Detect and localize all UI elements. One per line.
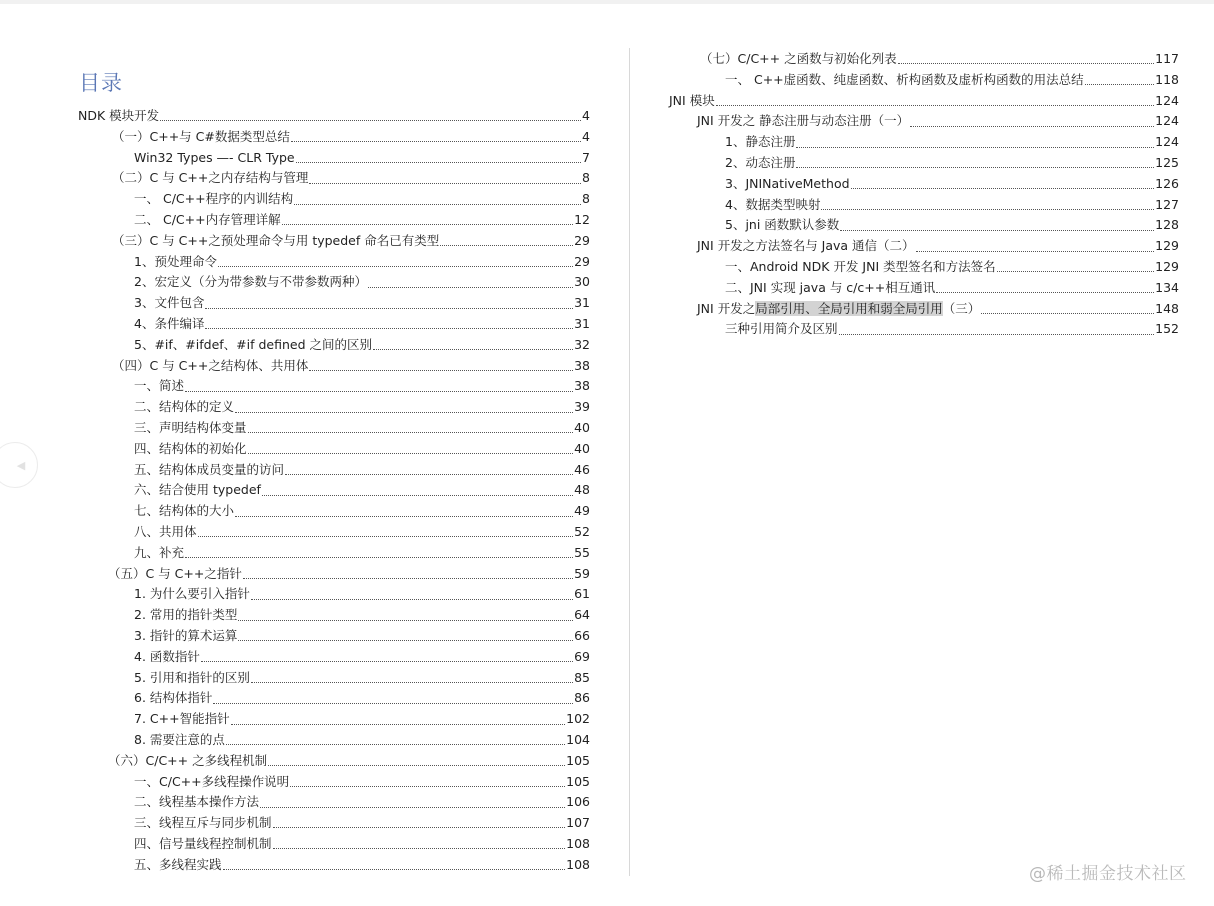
toc-entry[interactable] [78, 501, 590, 522]
toc-entry-title: 三、线程互斥与同步机制 [134, 813, 272, 834]
dot-leader [235, 411, 573, 413]
toc-entry-page-number: 30 [574, 274, 590, 290]
toc-entry-title: 五、多线程实践 [134, 855, 222, 876]
toc-entry-title: 5、#if、#ifdef、#if defined 之间的区别 [134, 335, 372, 356]
dot-leader [235, 515, 573, 517]
toc-entry-page-number: 29 [574, 253, 590, 269]
toc-entry-title: （一）C++与 C#数据类型总结 [112, 127, 290, 148]
dot-leader [296, 161, 581, 163]
toc-entry[interactable] [78, 127, 590, 148]
toc-entry-title: 七、结构体的大小 [134, 501, 234, 522]
toc-entry[interactable] [78, 688, 590, 709]
toc-entry[interactable] [78, 252, 590, 273]
toc-entry[interactable] [78, 605, 590, 626]
dot-leader [262, 494, 573, 496]
dot-leader [898, 62, 1155, 64]
chevron-left-icon: ◀ [16, 458, 26, 472]
toc-entry-page-number: 152 [1155, 321, 1179, 337]
dot-leader [910, 125, 1154, 127]
dot-leader [309, 182, 581, 184]
text-selection-highlight: 局部引用、全局引用和弱全局引用 [755, 300, 943, 316]
toc-entry-title: 6. 结构体指针 [134, 688, 212, 709]
dot-leader [205, 327, 573, 329]
toc-entry-title: 三、声明结构体变量 [134, 418, 247, 439]
dot-leader [997, 270, 1155, 272]
toc-entry-page-number: 69 [574, 648, 590, 664]
toc-entry-page-number: 108 [566, 835, 590, 851]
dot-leader [273, 826, 566, 828]
toc-entry-title: 二、结构体的定义 [134, 397, 234, 418]
toc-entry-page-number: 128 [1155, 217, 1179, 233]
dot-leader [226, 743, 565, 745]
toc-entry-title: 5. 引用和指针的区别 [134, 668, 250, 689]
toc-entry-title: 六、结合使用 typedef [134, 480, 261, 501]
toc-entry-page-number: 38 [574, 378, 590, 394]
toc-entry[interactable] [78, 792, 590, 813]
toc-entry-page-number: 126 [1155, 175, 1179, 191]
dot-leader [260, 806, 565, 808]
dot-leader [796, 146, 1154, 148]
toc-entry-title: 4、数据类型映射 [725, 195, 820, 216]
toc-entry-page-number: 39 [574, 399, 590, 415]
toc-entry-title: （四）C 与 C++之结构体、共用体 [112, 356, 308, 377]
toc-entry-title: 1、静态注册 [725, 132, 795, 153]
toc-entry-page-number: 148 [1155, 300, 1179, 316]
toc-entry[interactable] [78, 584, 590, 605]
toc-entry-title: 5、jni 函数默认参数 [725, 215, 839, 236]
toc-entry[interactable] [669, 236, 1179, 257]
toc-entry[interactable] [78, 189, 590, 210]
toc-entry[interactable] [78, 168, 590, 189]
toc-entry-title: Win32 Types —- CLR Type [134, 148, 295, 169]
toc-entry[interactable] [78, 210, 590, 231]
toc-entry-page-number: 117 [1155, 51, 1179, 66]
toc-entry[interactable] [78, 356, 590, 377]
toc-entry[interactable] [669, 174, 1179, 195]
toc-entry-title: 一、Android NDK 开发 JNI 类型签名和方法签名 [725, 257, 996, 278]
dot-leader [716, 104, 1154, 106]
toc-entry-page-number: 86 [574, 690, 590, 706]
toc-entry-title: 二、线程基本操作方法 [134, 792, 259, 813]
toc-entry[interactable] [78, 564, 590, 585]
dot-leader [248, 431, 574, 433]
page-divider [629, 48, 630, 876]
toc-entry[interactable] [669, 91, 1179, 112]
toc-entry-page-number: 64 [574, 607, 590, 623]
dot-leader [243, 577, 573, 579]
toc-left-column [78, 106, 590, 875]
toc-entry-page-number: 7 [582, 149, 590, 165]
toc-entry-page-number: 129 [1155, 238, 1179, 254]
toc-entry-title: 2、宏定义（分为带参数与不带参数两种） [134, 272, 367, 293]
toc-entry-page-number: 52 [574, 523, 590, 539]
dot-leader [981, 312, 1154, 314]
dot-leader [936, 291, 1154, 293]
dot-leader [251, 681, 573, 683]
toc-entry-title: 1、预处理命令 [134, 252, 217, 273]
toc-entry-page-number: 129 [1155, 258, 1179, 274]
toc-entry-page-number: 32 [574, 336, 590, 352]
toc-entry-page-number: 102 [566, 711, 590, 727]
toc-entry-title: 3、JNINativeMethod [725, 174, 850, 195]
toc-entry-title: 九、补充 [134, 543, 184, 564]
toc-entry[interactable] [78, 397, 590, 418]
toc-entry[interactable] [669, 153, 1179, 174]
toc-entry[interactable] [78, 709, 590, 730]
dot-leader [309, 369, 573, 371]
toc-entry-page-number: 125 [1155, 154, 1179, 170]
toc-entry-title: 7. C++智能指针 [134, 709, 230, 730]
toc-entry-page-number: 4 [582, 108, 590, 123]
toc-entry-page-number: 8 [582, 170, 590, 186]
toc-entry-page-number: 107 [566, 815, 590, 831]
dot-leader [840, 229, 1154, 231]
toc-entry-page-number: 31 [574, 295, 590, 311]
dot-leader [231, 723, 566, 725]
toc-entry-title: JNI 开发之 静态注册与动态注册（一） [697, 111, 909, 132]
toc-entry-page-number: 4 [582, 128, 590, 144]
dot-leader [251, 598, 573, 600]
toc-entry-title: 一、 C++虚函数、纯虚函数、析构函数及虚析构函数的用法总结 [725, 70, 1084, 91]
toc-entry[interactable] [669, 70, 1179, 91]
toc-entry[interactable] [78, 522, 590, 543]
toc-entry-title: 1. 为什么要引入指针 [134, 584, 250, 605]
dot-leader [238, 639, 573, 641]
toc-entry-title: NDK 模块开发 [78, 106, 159, 127]
toc-entry-page-number: 61 [574, 586, 590, 602]
toc-entry[interactable] [78, 730, 590, 751]
toc-entry-page-number: 59 [574, 565, 590, 581]
toc-entry-page-number: 40 [574, 419, 590, 435]
toc-entry-title: 二、 C/C++内存管理详解 [134, 210, 281, 231]
toc-entry[interactable] [78, 335, 590, 356]
toc-right-column [669, 49, 1179, 340]
toc-entry[interactable] [78, 626, 590, 647]
toc-entry-title: 五、结构体成员变量的访问 [134, 460, 284, 481]
toc-entry-page-number: 105 [566, 773, 590, 789]
toc-entry[interactable] [78, 106, 590, 127]
dot-leader [839, 333, 1155, 335]
toc-entry[interactable] [78, 813, 590, 834]
toc-entry-page-number: 31 [574, 315, 590, 331]
toc-entry-title: JNI 模块 [669, 91, 715, 112]
toc-entry[interactable] [669, 49, 1179, 70]
dot-leader [373, 348, 573, 350]
toc-entry[interactable] [669, 299, 1179, 320]
toc-entry-title: （三）C 与 C++之预处理命令与用 typedef 命名已有类型 [112, 231, 439, 252]
toc-entry-title: （五）C 与 C++之指针 [108, 564, 242, 585]
toc-entry-title: 四、结构体的初始化 [134, 439, 247, 460]
dot-leader [160, 119, 581, 121]
dot-leader [294, 203, 581, 205]
toc-entry-page-number: 46 [574, 461, 590, 477]
toc-entry-page-number: 124 [1155, 113, 1179, 129]
dot-leader [440, 244, 573, 246]
dot-leader [282, 223, 574, 225]
toc-entry[interactable] [78, 231, 590, 252]
toc-entry[interactable] [78, 460, 590, 481]
toc-entry-title: （六）C/C++ 之多线程机制 [108, 751, 267, 772]
toc-entry[interactable] [78, 293, 590, 314]
toc-entry-title: 2、动态注册 [725, 153, 795, 174]
toc-entry[interactable] [78, 314, 590, 335]
toc-entry[interactable] [78, 418, 590, 439]
dot-leader [218, 265, 573, 267]
toc-entry[interactable] [78, 543, 590, 564]
dot-leader [796, 166, 1154, 168]
toc-entry-title: 二、JNI 实现 java 与 c/c++相互通讯 [725, 278, 935, 299]
toc-entry[interactable] [78, 647, 590, 668]
toc-entry-title: （二）C 与 C++之内存结构与管理 [112, 168, 308, 189]
dot-leader [916, 250, 1155, 252]
toc-entry[interactable] [78, 668, 590, 689]
toc-entry-page-number: 108 [566, 856, 590, 872]
toc-entry-title: 一、C/C++多线程操作说明 [134, 772, 289, 793]
toc-entry-title: 3、文件包含 [134, 293, 204, 314]
dot-leader [205, 307, 573, 309]
toc-entry[interactable] [78, 439, 590, 460]
toc-entry-title: 三种引用简介及区别 [725, 319, 838, 340]
toc-entry-page-number: 48 [574, 482, 590, 498]
toc-entry-page-number: 118 [1155, 71, 1179, 87]
dot-leader [223, 868, 566, 870]
toc-entry-title: 3. 指针的算术运算 [134, 626, 237, 647]
toc-entry[interactable] [669, 257, 1179, 278]
dot-leader [368, 286, 573, 288]
toc-entry-page-number: 29 [574, 232, 590, 248]
toc-entry[interactable] [78, 772, 590, 793]
toc-entry[interactable] [78, 480, 590, 501]
dot-leader [185, 390, 573, 392]
toc-entry-page-number: 12 [574, 211, 590, 227]
toc-entry-page-number: 38 [574, 357, 590, 373]
toc-entry[interactable] [78, 751, 590, 772]
toc-entry-title: 4、条件编译 [134, 314, 204, 335]
toc-entry-page-number: 105 [566, 752, 590, 768]
toc-entry-page-number: 106 [566, 794, 590, 810]
toc-entry-title: 4. 函数指针 [134, 647, 200, 668]
toc-entry-title: 2. 常用的指针类型 [134, 605, 237, 626]
toc-entry-page-number: 124 [1155, 134, 1179, 150]
toc-entry-page-number: 55 [574, 544, 590, 560]
toc-entry[interactable] [669, 111, 1179, 132]
toc-entry-title: JNI 开发之方法签名与 Java 通信（二） [697, 236, 915, 257]
toc-entry[interactable] [78, 272, 590, 293]
dot-leader [213, 702, 573, 704]
toc-entry-page-number: 104 [566, 731, 590, 747]
dot-leader [248, 452, 574, 454]
toc-entry[interactable] [669, 195, 1179, 216]
dot-leader [198, 535, 574, 537]
toc-entry-page-number: 8 [582, 191, 590, 207]
dot-leader [1085, 83, 1154, 85]
previous-page-button[interactable] [0, 442, 38, 488]
dot-leader [290, 785, 565, 787]
page-title: 目录 [79, 71, 123, 95]
dot-leader [185, 556, 573, 558]
toc-entry-page-number: 40 [574, 440, 590, 456]
dot-leader [821, 208, 1154, 210]
dot-leader [851, 187, 1155, 189]
toc-entry[interactable] [78, 855, 590, 876]
toc-entry-title: 8. 需要注意的点 [134, 730, 225, 751]
toc-entry-page-number: 85 [574, 669, 590, 685]
toc-entry[interactable] [669, 278, 1179, 299]
toc-entry[interactable] [669, 132, 1179, 153]
toc-entry-title: 四、信号量线程控制机制 [134, 834, 272, 855]
toc-entry[interactable] [78, 834, 590, 855]
dot-leader [268, 764, 565, 766]
toc-entry[interactable] [78, 148, 590, 169]
dot-leader [291, 140, 581, 142]
dot-leader [285, 473, 573, 475]
dot-leader [201, 660, 573, 662]
toc-entry-page-number: 127 [1155, 196, 1179, 212]
dot-leader [273, 847, 566, 849]
toc-entry-title: （七）C/C++ 之函数与初始化列表 [700, 49, 897, 70]
toc-entry-page-number: 49 [574, 503, 590, 519]
toc-entry-page-number: 124 [1155, 92, 1179, 108]
toc-entry-page-number: 134 [1155, 279, 1179, 295]
toc-entry-title: 一、简述 [134, 376, 184, 397]
toc-entry[interactable] [669, 215, 1179, 236]
toc-entry-title: 八、共用体 [134, 522, 197, 543]
toc-entry-page-number: 66 [574, 627, 590, 643]
toc-entry-title: JNI 开发之局部引用、全局引用和弱全局引用（三） [697, 299, 980, 320]
toc-entry[interactable] [669, 319, 1179, 340]
toc-entry[interactable] [78, 376, 590, 397]
toc-entry-title: 一、 C/C++程序的内训结构 [134, 189, 293, 210]
top-edge [0, 0, 1214, 4]
watermark: @稀土掘金技术社区 [1029, 864, 1187, 884]
dot-leader [238, 619, 573, 621]
